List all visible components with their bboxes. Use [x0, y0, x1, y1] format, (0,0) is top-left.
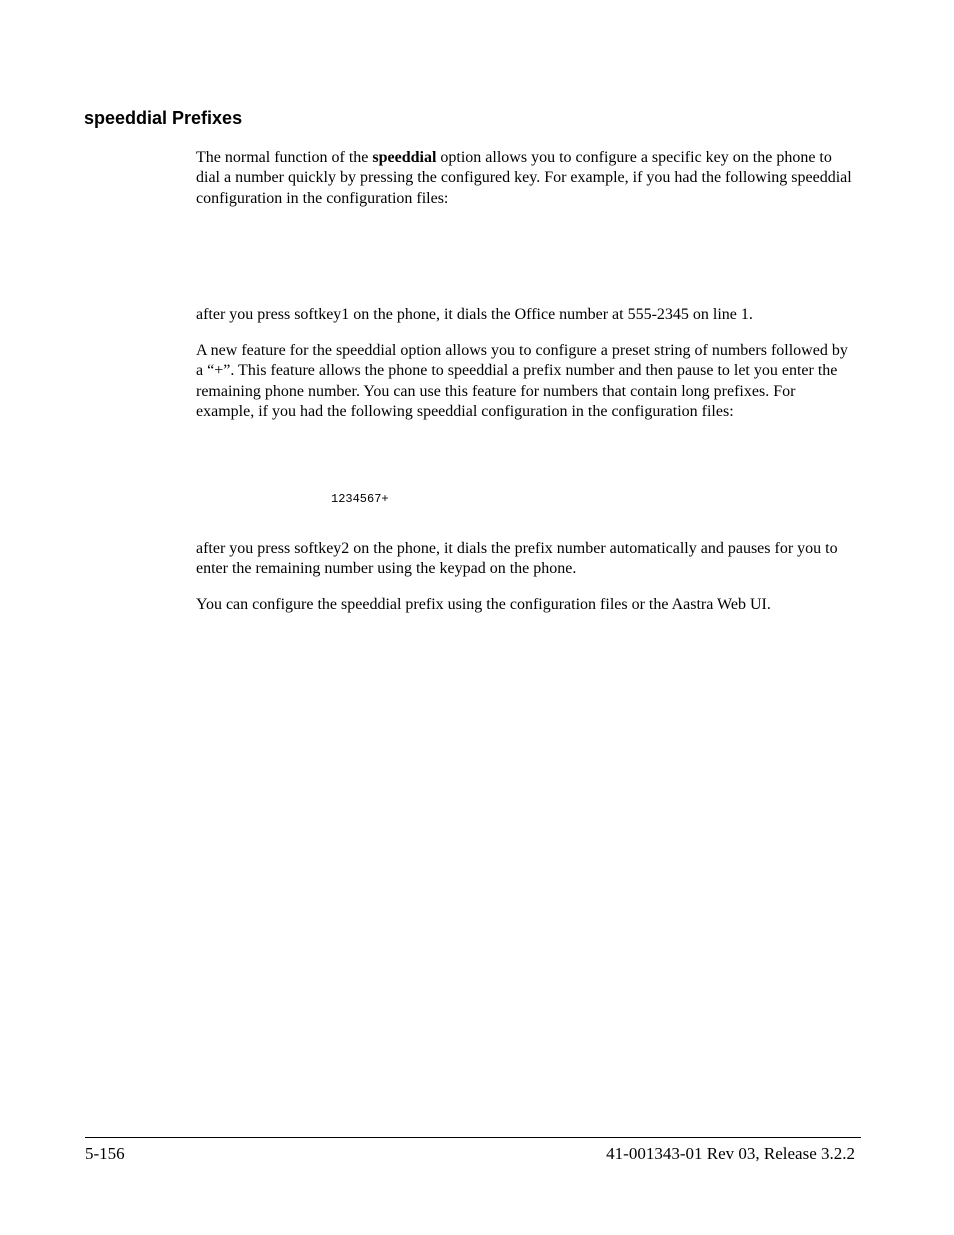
- new-feature-paragraph: A new feature for the speeddial option allows you to configure a preset string of numbers followed by a “+”. This feature allows the phone to speeddial a prefix number and then pause to let you enter the remaining phone number. You can use this feature for numbers that contain long prefixes. For example, if you had the following speeddial configuration in the configuration files:: [196, 342, 848, 420]
- example1-result-paragraph: after you press softkey1 on the phone, it dials the Office number at 555-2345 on line 1.: [196, 306, 753, 323]
- intro-text-end: option allows you to configure a specific key on the phone to dial a number quickly by pressing the configured key. For example, if you had the following speeddial configuration in the configuration files:: [196, 149, 852, 207]
- footer-page-number: 5-156: [85, 1144, 125, 1163]
- intro-text-start: The normal function of the: [196, 149, 373, 166]
- intro-paragraph: [196, 148, 856, 209]
- example2-result-paragraph: after you press softkey2 on the phone, it dials the prefix number automatically and pauses for you to enter the remaining number using the keypad on the phone.: [196, 540, 838, 578]
- footer-document-info: 41-001343-01 Rev 03, Release 3.2.2: [606, 1144, 855, 1163]
- speeddial-term: speeddial: [372, 149, 437, 166]
- footer-divider: [85, 1137, 861, 1138]
- closing-paragraph: You can configure the speeddial prefix using the configuration files or the Aastra Web UI.: [196, 596, 771, 613]
- code-example-value: 1234567+: [331, 492, 389, 506]
- section-heading: speeddial Prefixes: [84, 108, 243, 128]
